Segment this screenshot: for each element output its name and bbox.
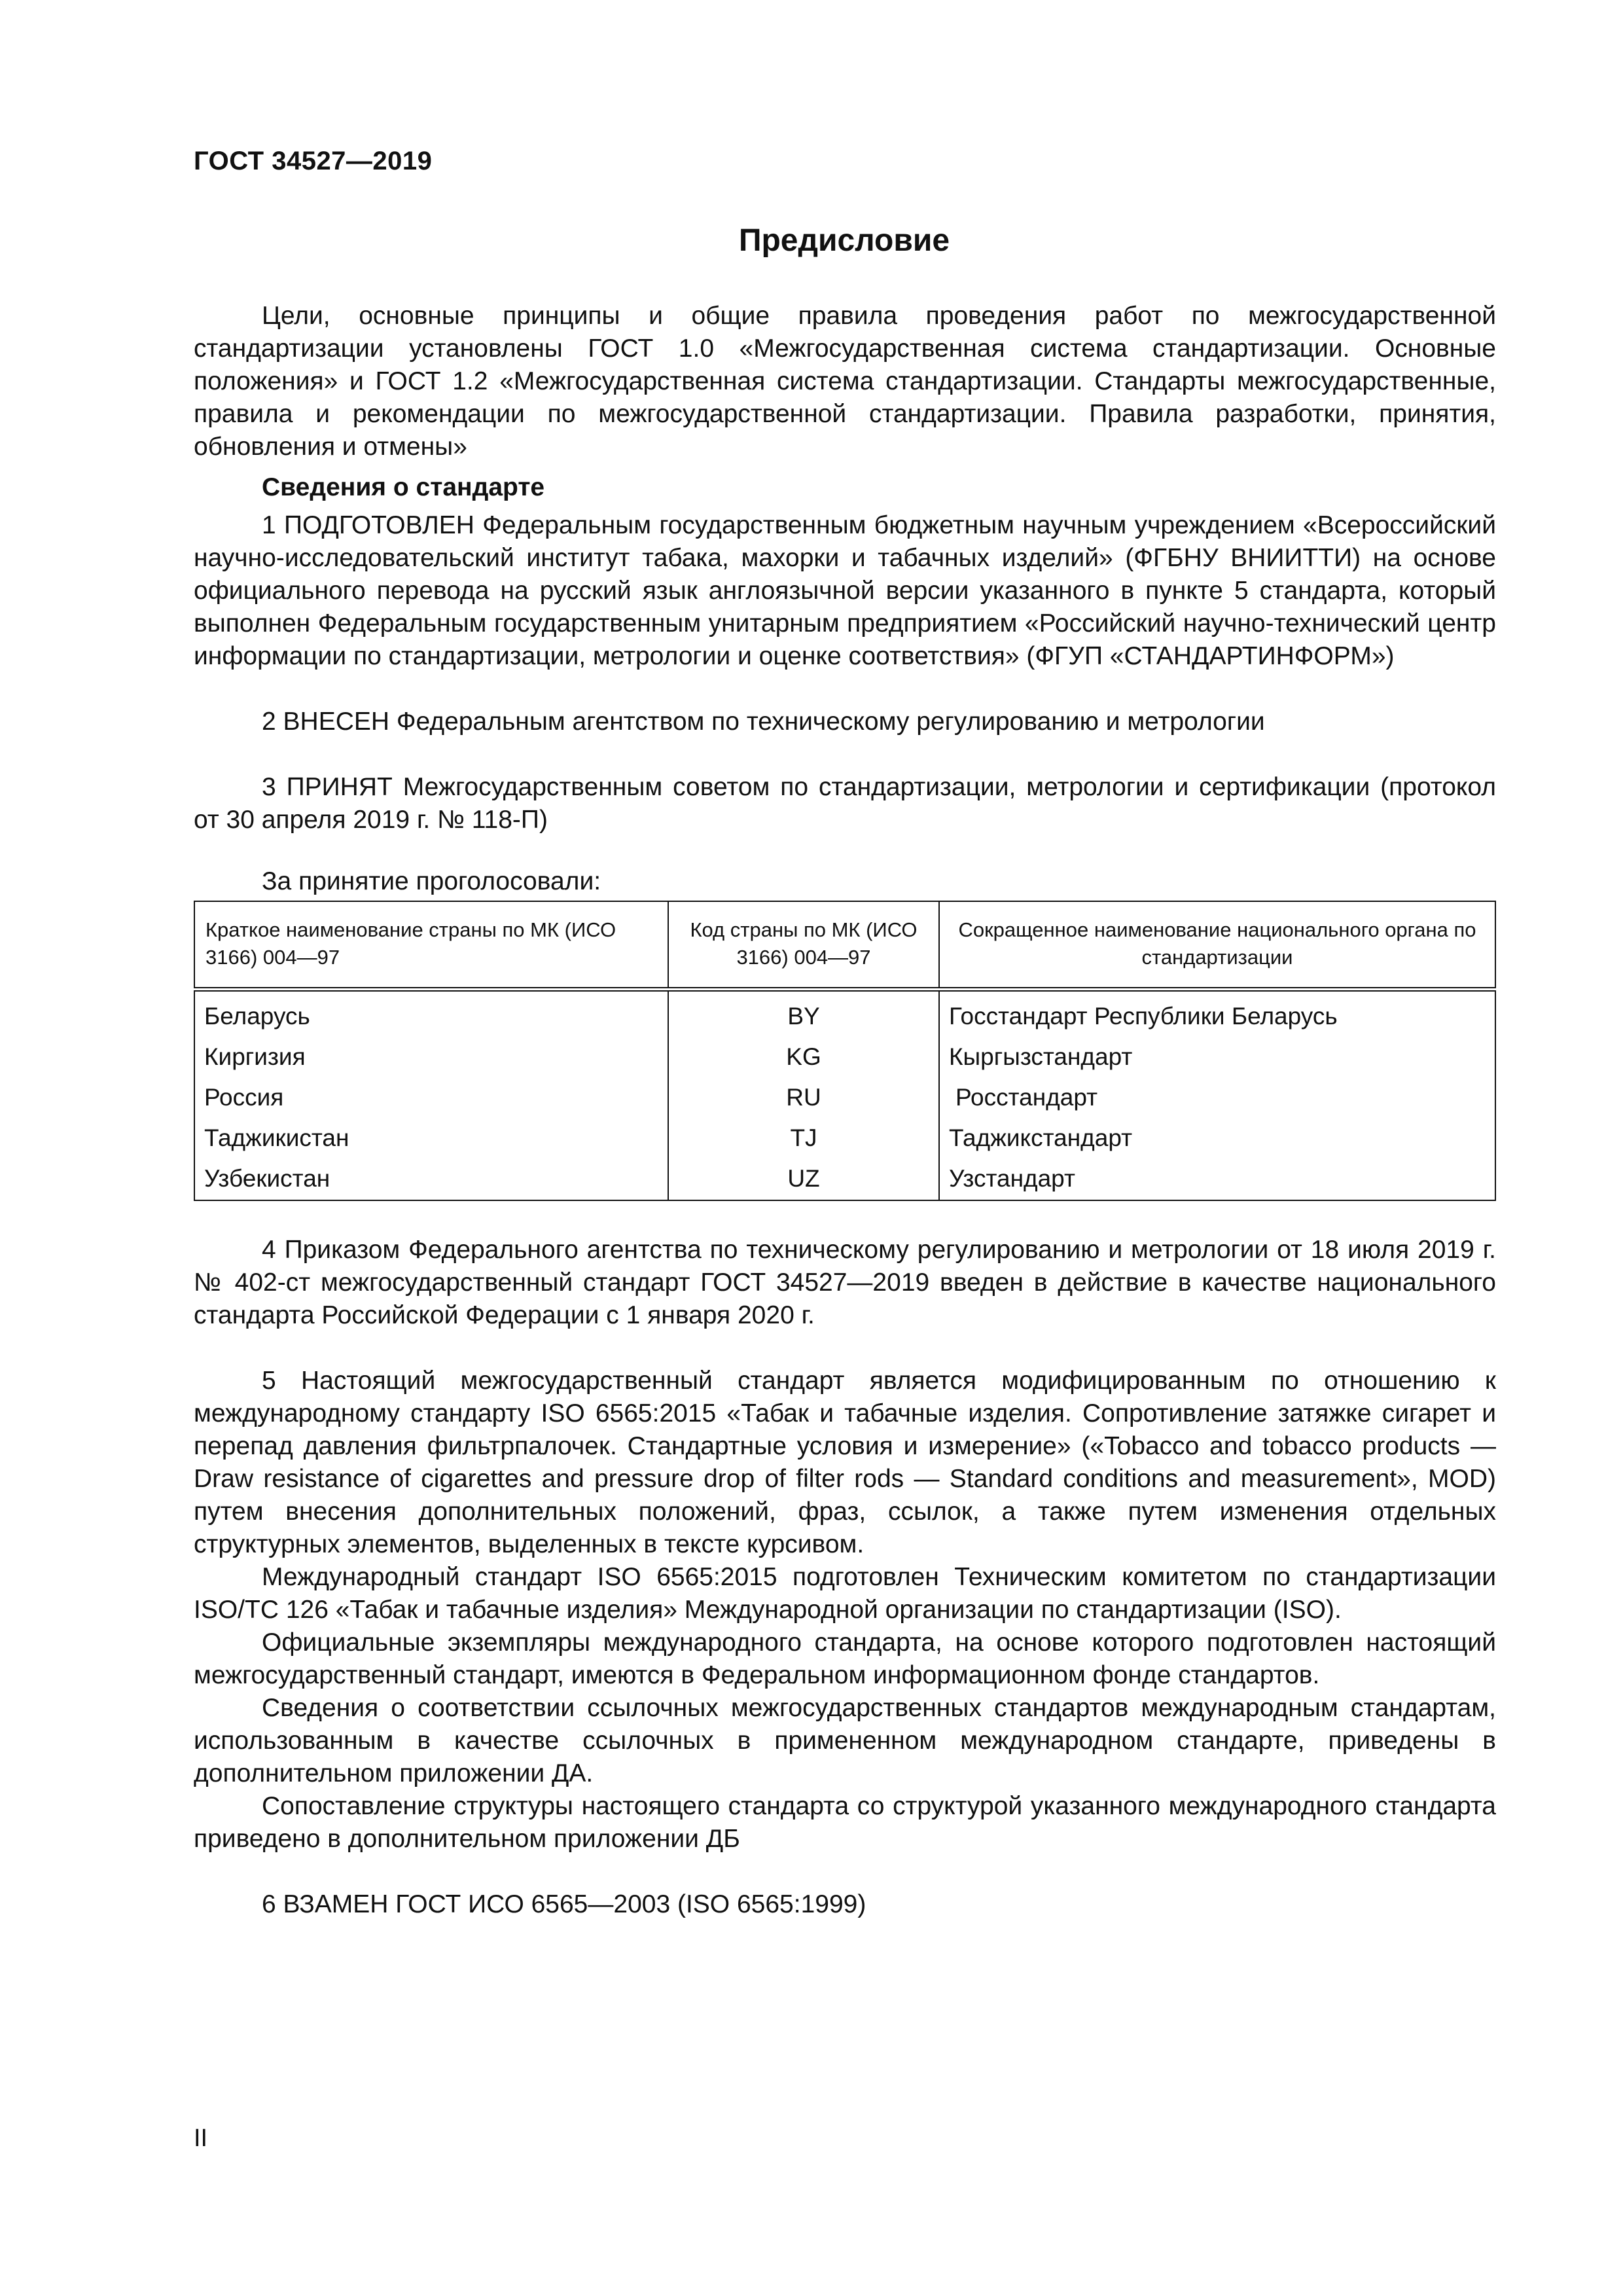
table-header-row <box>194 901 1495 990</box>
intro-paragraph: Цели, основные принципы и общие правила проведения работ по межгосударственной стандартизации установлены ГОСТ 1.0 «Межгосударственная система стандартизации. Основные положения» и ГОСТ 1.2 «Межгосударственная система стандартизации. Стандарты межгосударственные, правила и рекомендации по межгосударственной стандартизации. Правила разработки, принятия, обновления и отмены» <box>194 302 1496 461</box>
document-code: ГОСТ 34527—2019 <box>194 147 433 175</box>
vote-lead-text: За принятие проголосовали: <box>262 867 601 895</box>
standards-body: Госстандарт Республики Беларусь <box>939 990 1495 1038</box>
voting-countries-table <box>194 901 1496 1201</box>
page-title: Предисловие <box>738 223 950 258</box>
standards-body: Таджикстандарт <box>939 1119 1495 1159</box>
item-2-paragraph: 2 ВНЕСЕН Федеральным агентством по техническому регулированию и метрологии <box>262 708 1265 736</box>
item-4-paragraph: 4 Приказом Федерального агентства по техническому регулированию и метрологии от 18 июля 2019 г. № 402-ст межгосударственный стандарт ГОСТ 34527—2019 введен в действие в качестве национального стандарта Российской Федерации с 1 января 2020 г. <box>194 1236 1496 1329</box>
section-subheading: Сведения о стандарте <box>262 473 545 501</box>
country-name: Россия <box>194 1078 668 1119</box>
standards-body: Узстандарт <box>939 1159 1495 1200</box>
table-row <box>194 990 1495 1038</box>
foreword-body <box>194 300 1496 1921</box>
standards-body: Росстандарт <box>939 1078 1495 1119</box>
table-row <box>194 1078 1495 1119</box>
country-code: TJ <box>668 1119 939 1159</box>
country-code: BY <box>668 990 939 1038</box>
country-code: KG <box>668 1037 939 1078</box>
item-3-paragraph: 3 ПРИНЯТ Межгосударственным советом по стандартизации, метрологии и сертификации (протокол от 30 апреля 2019 г. № 118-П) <box>194 773 1496 834</box>
item-5-references-paragraph: Сведения о соответствии ссылочных межгосударственных стандартов международным стандартам, использованным в качестве ссылочных в примененном международном стандарте, приведены в дополнительном приложении ДА. <box>194 1694 1496 1787</box>
header-country-name: Краткое наименование страны по МК (ИСО 3166) 004—97 <box>194 901 668 990</box>
header-standards-body: Сокращенное наименование национального органа по стандартизации <box>939 901 1495 990</box>
item-5-structure-paragraph: Сопоставление структуры настоящего стандарта со структурой указанного международного стандарта приведено в дополнительном приложении ДБ <box>194 1792 1496 1853</box>
country-code: RU <box>668 1078 939 1119</box>
header-country-code: Код страны по МК (ИСО 3166) 004—97 <box>668 901 939 990</box>
table-row <box>194 1037 1495 1078</box>
country-name: Киргизия <box>194 1037 668 1078</box>
country-code: UZ <box>668 1159 939 1200</box>
item-5-paragraph: 5 Настоящий межгосударственный стандарт является модифицированным по отношению к международному стандарту ISO 6565:2015 «Табак и табачные изделия. Сопротивление затяжке сигарет и перепад давления фильтрпалочек. Стандартные условия и измерение» («Tobacco and tobacco products — Draw resistance of cigarettes and pressure drop of filter rods — Standard conditions and measurement», MOD) путем внесения дополнительных положений, фраз, ссылок, а также путем изменения отдельных структурных элементов, выделенных в тексте курсивом. <box>194 1367 1496 1558</box>
standards-body: Кыргызстандарт <box>939 1037 1495 1078</box>
table-row <box>194 1159 1495 1200</box>
item-1-paragraph: 1 ПОДГОТОВЛЕН Федеральным государственным бюджетным научным учреждением «Всероссийский научно-исследовательский институт табака, махорки и табачных изделий» (ФГБНУ ВНИИТТИ) на основе официального перевода на русский язык англоязычной версии указанного в пункте 5 стандарта, который выполнен Федеральным государственным унитарным предприятием «Российский научно-технический центр информации по стандартизации, метрологии и оценке соответствия» (ФГУП «СТАНДАРТИНФОРМ») <box>194 511 1496 670</box>
country-name: Таджикистан <box>194 1119 668 1159</box>
country-name: Беларусь <box>194 990 668 1038</box>
item-5-copies-paragraph: Официальные экземпляры международного стандарта, на основе которого подготовлен настоящий межгосударственный стандарт, имеются в Федеральном информационном фонде стандартов. <box>194 1628 1496 1689</box>
table-row <box>194 1119 1495 1159</box>
page-number: II <box>194 2125 208 2152</box>
item-6-paragraph: 6 ВЗАМЕН ГОСТ ИСО 6565—2003 (ISO 6565:1999) <box>262 1890 866 1918</box>
country-name: Узбекистан <box>194 1159 668 1200</box>
item-5-iso-info-paragraph: Международный стандарт ISO 6565:2015 подготовлен Техническим комитетом по стандартизации ISO/TC 126 «Табак и табачные изделия» Международной организации по стандартизации (ISO). <box>194 1563 1496 1624</box>
